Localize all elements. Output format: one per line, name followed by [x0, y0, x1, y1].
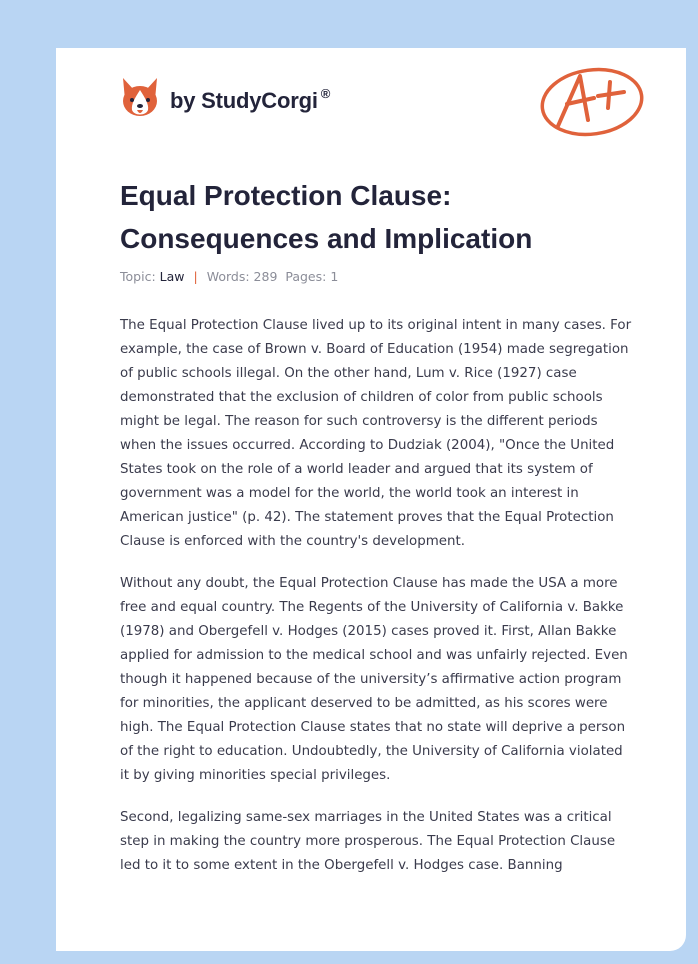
document-page — [56, 48, 686, 951]
meta-separator: | — [193, 269, 198, 284]
brand-name: by StudyCorgi ® — [170, 86, 331, 113]
essay-body — [120, 314, 632, 896]
page-count: Pages: 1 — [285, 269, 339, 284]
topic-link[interactable]: Law — [159, 269, 185, 284]
paragraph: Second, legalizing same-sex marriages in the United States was a critical step in making the country more prosperous. The Equal Protection Clause led to it to some extent in the Obergefell v. Hodges case. Banning — [120, 810, 616, 873]
paragraph: Without any doubt, the Equal Protection Clause has made the USA a more free and equal country. The Regents of the University of California v. Bakke (1978) and Obergefell v. Hodges (2015) cases proved it. First, Allan Bakke applied for admission to the medical school and was unfairly rejected. Even though it happened because of the university’s affirmative action program for minorities, the applicant deserved to be admitted, as his scores were high. The Equal Protection Clause states that no state will deprive a person of the right to education. Undoubtedly, the University of California violated it by giving minorities special privileges. — [120, 576, 628, 783]
topic-label: Topic: — [120, 269, 156, 284]
corgi-icon — [120, 76, 160, 120]
page-title: Equal Protection Clause: Consequences and Implication — [120, 180, 533, 254]
a-plus-grade-icon — [536, 58, 648, 142]
word-count: Words: 289 — [206, 269, 278, 284]
essay-meta — [120, 269, 338, 284]
studycorgi-logo[interactable] — [120, 76, 330, 120]
paragraph: The Equal Protection Clause lived up to its original intent in many cases. For example, the case of Brown v. Board of Education (1954) made segregation of public schools illegal. On the other hand, Lum v. Rice (1927) case demonstrated that the exclusion of children of color from public schools might be legal. The reason for such controversy is the different periods when the issues occurred. According to Dudziak (2004), "Once the United States took on the role of a world leader and argued that its system of government was a model for the world, the world took an interest in American justice" (p. 42). The statement proves that the Equal Protection Clause is enforced with the country's development. — [120, 318, 632, 549]
